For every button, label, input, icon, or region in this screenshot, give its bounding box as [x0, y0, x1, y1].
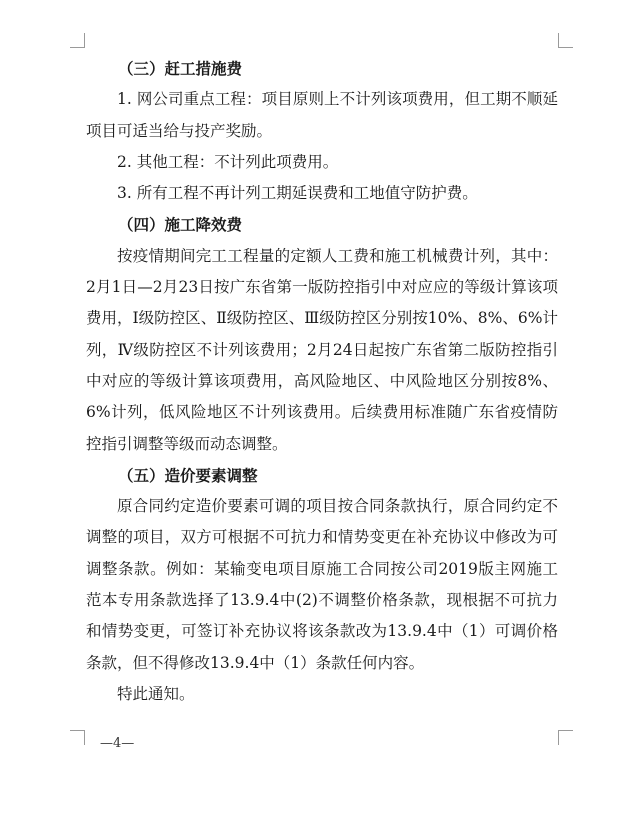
crop-mark-top-right — [558, 33, 573, 48]
section-heading-efficiency-loss: （四）施工降效费 — [118, 215, 243, 235]
paragraph-other-projects: 2. 其他工程：不计列此项费用。 — [117, 152, 339, 171]
crop-mark-bottom-left — [70, 730, 85, 745]
paragraph-efficiency-loss: 按疫情期间完工工程量的定额人工费和施工机械费计列，其中：2月1日—2月23日按广东省第一版防控指引中对应应的等级计算该项费用，Ⅰ级防控区、Ⅱ级防控区、Ⅲ级防控区分别按10%、8%、6%计列，Ⅳ级防控区不计列该费用；2月24日起按广东省第二版防控指引中对应的等级计算该项费用，高风险地区、中风险地区分别按8%、6%计列，低风险地区不计列该费用。后续费用标准随广东省疫情防控指引调整等级而动态调整。 — [86, 246, 558, 453]
document-body — [86, 53, 558, 710]
crop-mark-bottom-right — [558, 730, 573, 745]
page-number: —4— — [100, 736, 135, 751]
paragraph-key-projects: 1. 网公司重点工程：项目原则上不计列该项费用，但工期不顺延项目可适当给与投产奖励。 — [86, 90, 558, 140]
paragraph-closing: 特此通知。 — [117, 684, 195, 703]
section-heading-cost-adjustment: （五）造价要素调整 — [118, 465, 258, 485]
paragraph-cost-adjustment: 原合同约定造价要素可调的项目按合同条款执行，原合同约定不调整的项目，双方可根据不可抗力和情势变更在补充协议中修改为可调整条款。例如：某输变电项目原施工合同按公司2019版主网施工范本专用条款选择了13.9.4中(2)不调整价格条款，现根据不可抗力和情势变更，可签订补充协议将该条款改为13.9.4中（1）可调价格条款，但不得修改13.9.4中（1）条款任何内容。 — [86, 497, 558, 672]
paragraph-all-projects: 3. 所有工程不再计列工期延误费和工地值守防护费。 — [117, 184, 478, 203]
crop-mark-top-left — [70, 33, 85, 48]
section-heading-rush-cost: （三）赶工措施费 — [118, 59, 243, 78]
